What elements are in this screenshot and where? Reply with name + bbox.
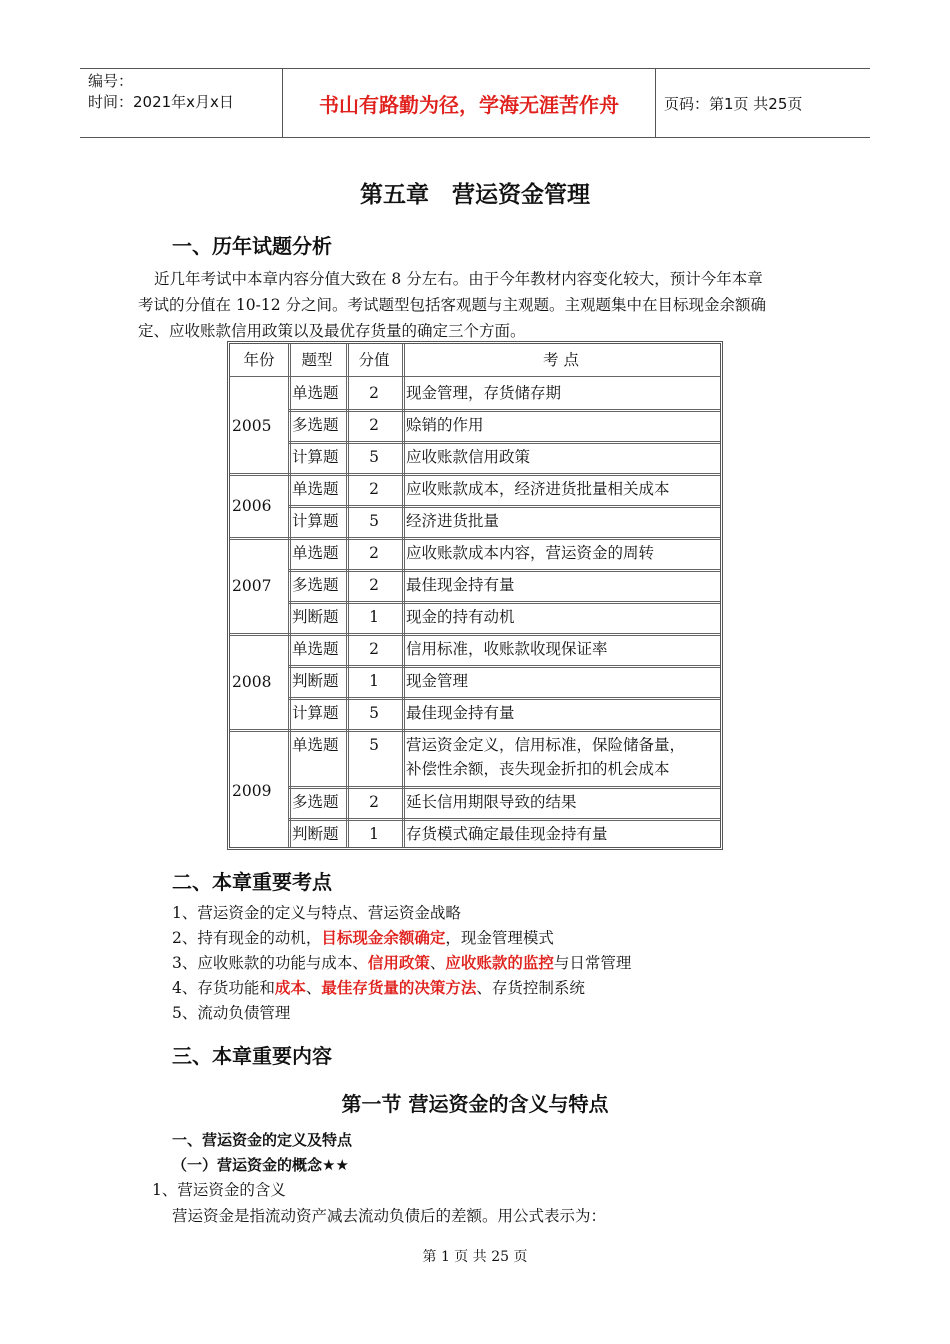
grid-line bbox=[230, 475, 720, 476]
table-cell-score: 2 bbox=[369, 640, 379, 658]
grid-line bbox=[288, 571, 720, 572]
chapter-title: 第五章 营运资金管理 bbox=[360, 182, 590, 208]
grid-line bbox=[404, 344, 405, 847]
table-cell-point: 现金的持有动机 bbox=[406, 608, 515, 626]
table-cell-point: 应收账款成本，经济进货批量相关成本 bbox=[406, 480, 670, 498]
paragraph-line: 近几年考试中本章内容分值大致在 8 分左右。由于今年教材内容变化较大，预计今年本章 bbox=[154, 270, 763, 288]
table-cell-point: 赊销的作用 bbox=[406, 416, 484, 434]
table-cell-type: 判断题 bbox=[292, 608, 339, 626]
grid-line bbox=[288, 697, 720, 698]
section3-heading: 三、本章重要内容 bbox=[172, 1044, 332, 1068]
table-cell-score: 2 bbox=[369, 576, 379, 594]
table-cell-type: 单选题 bbox=[292, 640, 339, 658]
header-meta bbox=[80, 69, 282, 137]
table-cell-score: 5 bbox=[369, 704, 379, 722]
table-cell-point: 最佳现金持有量 bbox=[406, 704, 515, 722]
table-cell-year: 2007 bbox=[232, 577, 272, 595]
grid-line bbox=[230, 537, 720, 538]
table-header-cell: 题型 bbox=[301, 351, 333, 369]
list-item: 5、流动负债管理 bbox=[172, 1004, 291, 1022]
table-cell-score: 5 bbox=[369, 448, 379, 466]
grid-line bbox=[288, 443, 720, 444]
grid-line bbox=[290, 344, 291, 847]
grid-line bbox=[346, 344, 347, 847]
table-cell-point: 延长信用期限导致的结果 bbox=[406, 793, 577, 811]
table-header-cell: 分值 bbox=[358, 351, 390, 369]
table-cell-score: 2 bbox=[369, 416, 379, 434]
key-points-list bbox=[172, 901, 631, 1026]
grid-line bbox=[230, 729, 720, 730]
list-item: 2、持有现金的动机，目标现金余额确定，现金管理模式 bbox=[172, 929, 554, 947]
table-cell-point: 应收账款信用政策 bbox=[406, 448, 531, 466]
table-cell-year: 2006 bbox=[232, 497, 272, 515]
table-cell-point: 现金管理，存货储存期 bbox=[406, 384, 562, 402]
exam-table bbox=[227, 341, 723, 850]
table-header-cell: 考 点 bbox=[543, 351, 579, 369]
paragraph-line: 定、应收账款信用政策以及最优存货量的确定三个方面。 bbox=[138, 322, 526, 340]
grid-line bbox=[288, 409, 720, 410]
section-title: 第一节 营运资金的含义与特点 bbox=[341, 1092, 609, 1116]
grid-line bbox=[288, 411, 720, 412]
number-label: 编号： bbox=[88, 72, 134, 90]
grid-line bbox=[288, 569, 720, 570]
grid-line bbox=[288, 441, 720, 442]
paragraph-line: 考试的分值在 10-12 分之间。考试题型包括客观题与主观题。主观题集中在目标现金余额确 bbox=[138, 296, 767, 314]
grid-line bbox=[288, 603, 720, 604]
subheading-1: 一、营运资金的定义及特点 bbox=[172, 1131, 353, 1149]
grid-line bbox=[288, 505, 720, 506]
grid-line bbox=[288, 601, 720, 602]
page-footer: 第 1 页 共 25 页 bbox=[422, 1249, 528, 1265]
subheading-2: （一）营运资金的概念★★ bbox=[172, 1156, 349, 1174]
table-cell-score: 1 bbox=[369, 825, 379, 843]
table-cell-type: 计算题 bbox=[292, 704, 339, 722]
table-cell-point: 现金管理 bbox=[406, 672, 469, 690]
table-cell-point: 经济进货批量 bbox=[406, 512, 500, 530]
grid-line bbox=[288, 699, 720, 700]
body-text: 营运资金是指流动资产减去流动负债后的差额。用公式表示为： bbox=[172, 1207, 607, 1225]
table-cell-score: 5 bbox=[369, 512, 379, 530]
table-cell-type: 多选题 bbox=[292, 793, 339, 811]
table-cell-type: 单选题 bbox=[292, 384, 339, 402]
list-item: 1、营运资金的定义与特点、营运资金战略 bbox=[172, 904, 461, 922]
table-cell-score: 2 bbox=[369, 384, 379, 402]
table-cell-score: 5 bbox=[369, 736, 379, 754]
table-cell-type: 判断题 bbox=[292, 672, 339, 690]
grid-line bbox=[288, 786, 720, 787]
grid-line bbox=[288, 788, 720, 789]
table-cell-type: 单选题 bbox=[292, 736, 339, 754]
table-cell-point: 应收账款成本内容，营运资金的周转 bbox=[406, 544, 655, 562]
table-header-cell: 年份 bbox=[243, 351, 275, 369]
table-cell-score: 2 bbox=[369, 793, 379, 811]
page-header bbox=[80, 68, 870, 138]
section2-heading: 二、本章重要考点 bbox=[172, 870, 332, 894]
table-cell-type: 计算题 bbox=[292, 448, 339, 466]
section1-heading: 一、历年试题分析 bbox=[172, 234, 332, 258]
grid-line bbox=[288, 507, 720, 508]
grid-line bbox=[230, 635, 720, 636]
grid-line bbox=[230, 633, 720, 634]
table-cell-score: 2 bbox=[369, 480, 379, 498]
table-cell-score: 1 bbox=[369, 672, 379, 690]
grid-line bbox=[230, 539, 720, 540]
table-cell-year: 2009 bbox=[232, 781, 272, 800]
header-motto: 书山有路勤为径，学海无涯苦作舟 bbox=[282, 69, 656, 137]
grid-line bbox=[288, 344, 289, 847]
table-cell-point: 最佳现金持有量 bbox=[406, 576, 515, 594]
table-cell-type: 单选题 bbox=[292, 480, 339, 498]
table-cell-score: 1 bbox=[369, 608, 379, 626]
list-item: 3、应收账款的功能与成本、信用政策、应收账款的监控与日常管理 bbox=[172, 954, 632, 972]
table-cell-type: 判断题 bbox=[292, 825, 339, 843]
table-cell-year: 2008 bbox=[232, 673, 272, 691]
grid-line bbox=[230, 473, 720, 474]
grid-line bbox=[288, 665, 720, 666]
table-cell-year: 2005 bbox=[232, 417, 272, 435]
table-cell-point: 存货模式确定最佳现金持有量 bbox=[406, 825, 608, 843]
grid-line bbox=[288, 818, 720, 819]
grid-line bbox=[230, 376, 720, 377]
item-heading: 1、营运资金的含义 bbox=[152, 1181, 286, 1199]
grid-line bbox=[288, 667, 720, 668]
section1-paragraph bbox=[138, 266, 818, 344]
list-item: 4、存货功能和成本、最佳存货量的决策方法、存货控制系统 bbox=[172, 979, 585, 997]
table-cell-score: 2 bbox=[369, 544, 379, 562]
time-label: 时间：2021年x月x日 bbox=[88, 93, 234, 111]
table-cell-type: 多选题 bbox=[292, 416, 339, 434]
table-cell-point: 营运资金定义，信用标准，保险储备量， 补偿性余额，丧失现金折扣的机会成本 bbox=[406, 736, 686, 778]
header-page-info: 页码：第1页 共25页 bbox=[664, 94, 803, 113]
grid-line bbox=[402, 344, 403, 847]
table-cell-point: 信用标准，收账款收现保证率 bbox=[406, 640, 608, 658]
grid-line bbox=[230, 731, 720, 732]
table-cell-type: 计算题 bbox=[292, 512, 339, 530]
grid-line bbox=[348, 344, 349, 847]
grid-line bbox=[288, 820, 720, 821]
table-cell-type: 单选题 bbox=[292, 544, 339, 562]
table-cell-type: 多选题 bbox=[292, 576, 339, 594]
